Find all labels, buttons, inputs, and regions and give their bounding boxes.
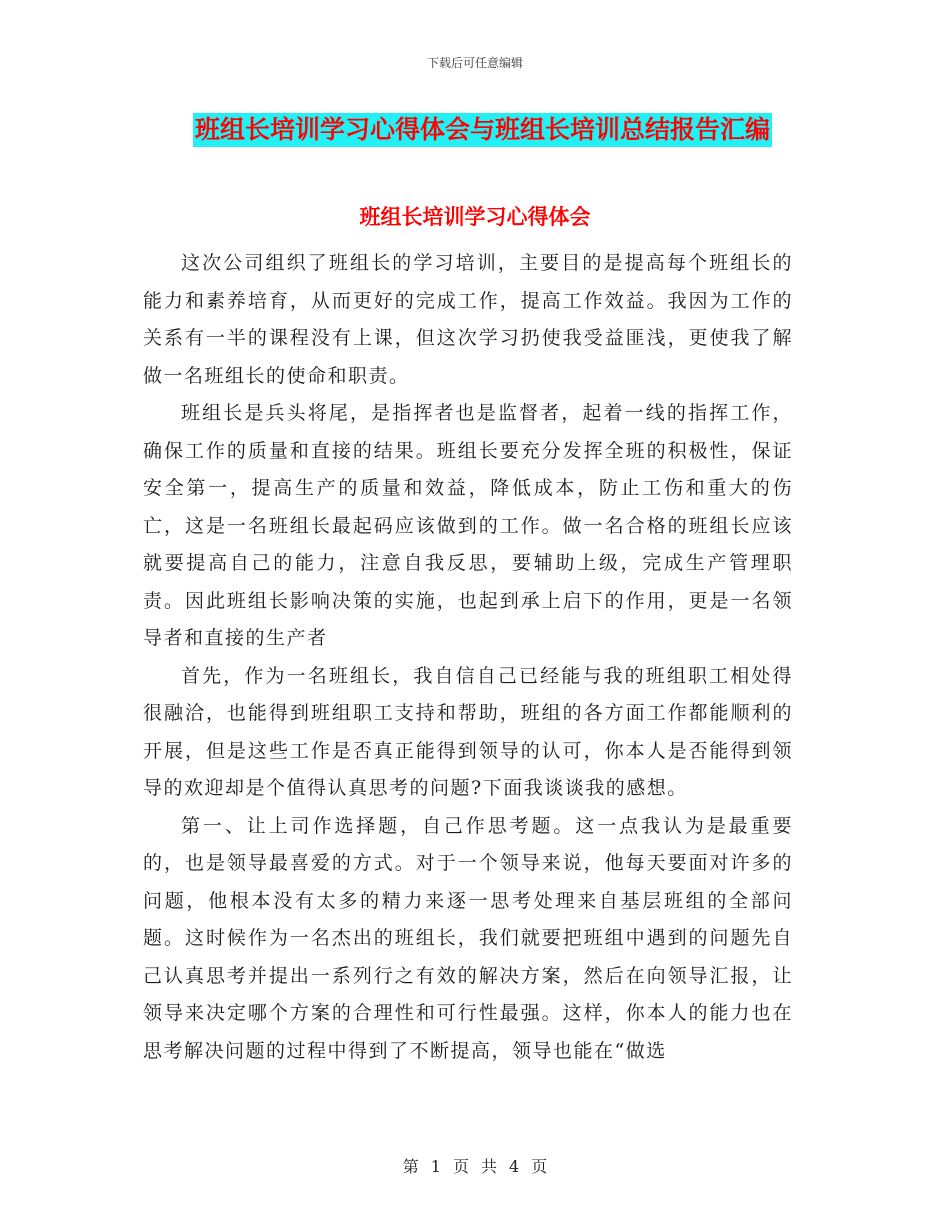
document-title: 班组长培训学习心得体会与班组长培训总结报告汇编	[193, 113, 772, 147]
footer-label-ye-end: 页	[531, 1157, 548, 1176]
paragraph-3: 首先，作为一名班组长，我自信自己已经能与我的班组职工相处得很融洽，也能得到班组职工支持和帮助，班组的各方面工作都能顺利的开展，但是这些工作是否真正能得到领导的认可，你本人是否能得到领导的欢迎却是个值得认真思考的问题?下面我谈谈我的感想。	[143, 664, 793, 799]
page-footer	[0, 1154, 950, 1177]
section-title: 班组长培训学习心得体会	[359, 204, 591, 229]
paragraph-4: 第一、让上司作选择题，自己作思考题。这一点我认为是最重要的，也是领导最喜爱的方式。对于一个领导来说，他每天要面对许多的问题，他根本没有太多的精力来逐一思考处理来自基层班组的全部问题。这时候作为一名杰出的班组长，我们就要把班组中遇到的问题先自己认真思考并提出一系列行之有效的解决方案，然后在向领导汇报，让领导来决定哪个方案的合理性和可行性最强。这样，你本人的能力也在思考解决问题的过程中得到了不断提高，领导也能在“做选	[143, 814, 793, 1062]
paragraph-1: 这次公司组织了班组长的学习培训，主要目的是提高每个班组长的能力和素养培育，从而更好的完成工作，提高工作效益。我因为工作的关系有一半的课程没有上课，但这次学习扔使我受益匪浅，更使我了解做一名班组长的使命和职责。	[143, 252, 793, 387]
footer-label-di: 第	[402, 1157, 419, 1176]
footer-label-ye: 页	[452, 1157, 469, 1176]
total-page-number: 4	[509, 1157, 520, 1176]
footer-label-gong: 共	[481, 1157, 498, 1176]
header-note: 下载后可任意编辑	[426, 56, 523, 70]
body-text	[143, 245, 793, 1070]
paragraph-2: 班组长是兵头将尾，是指挥者也是监督者，起着一线的指挥工作，确保工作的质量和直接的结果。班组长要充分发挥全班的积极性，保证安全第一，提高生产的质量和效益，降低成本，防止工伤和重大的伤亡，这是一名班组长最起码应该做到的工作。做一名合格的班组长应该就要提高自己的能力，注意自我反思，要辅助上级，完成生产管理职责。因此班组长影响决策的实施，也起到承上启下的作用，更是一名领导者和直接的生产者	[143, 402, 793, 649]
current-page-number: 1	[430, 1157, 441, 1176]
